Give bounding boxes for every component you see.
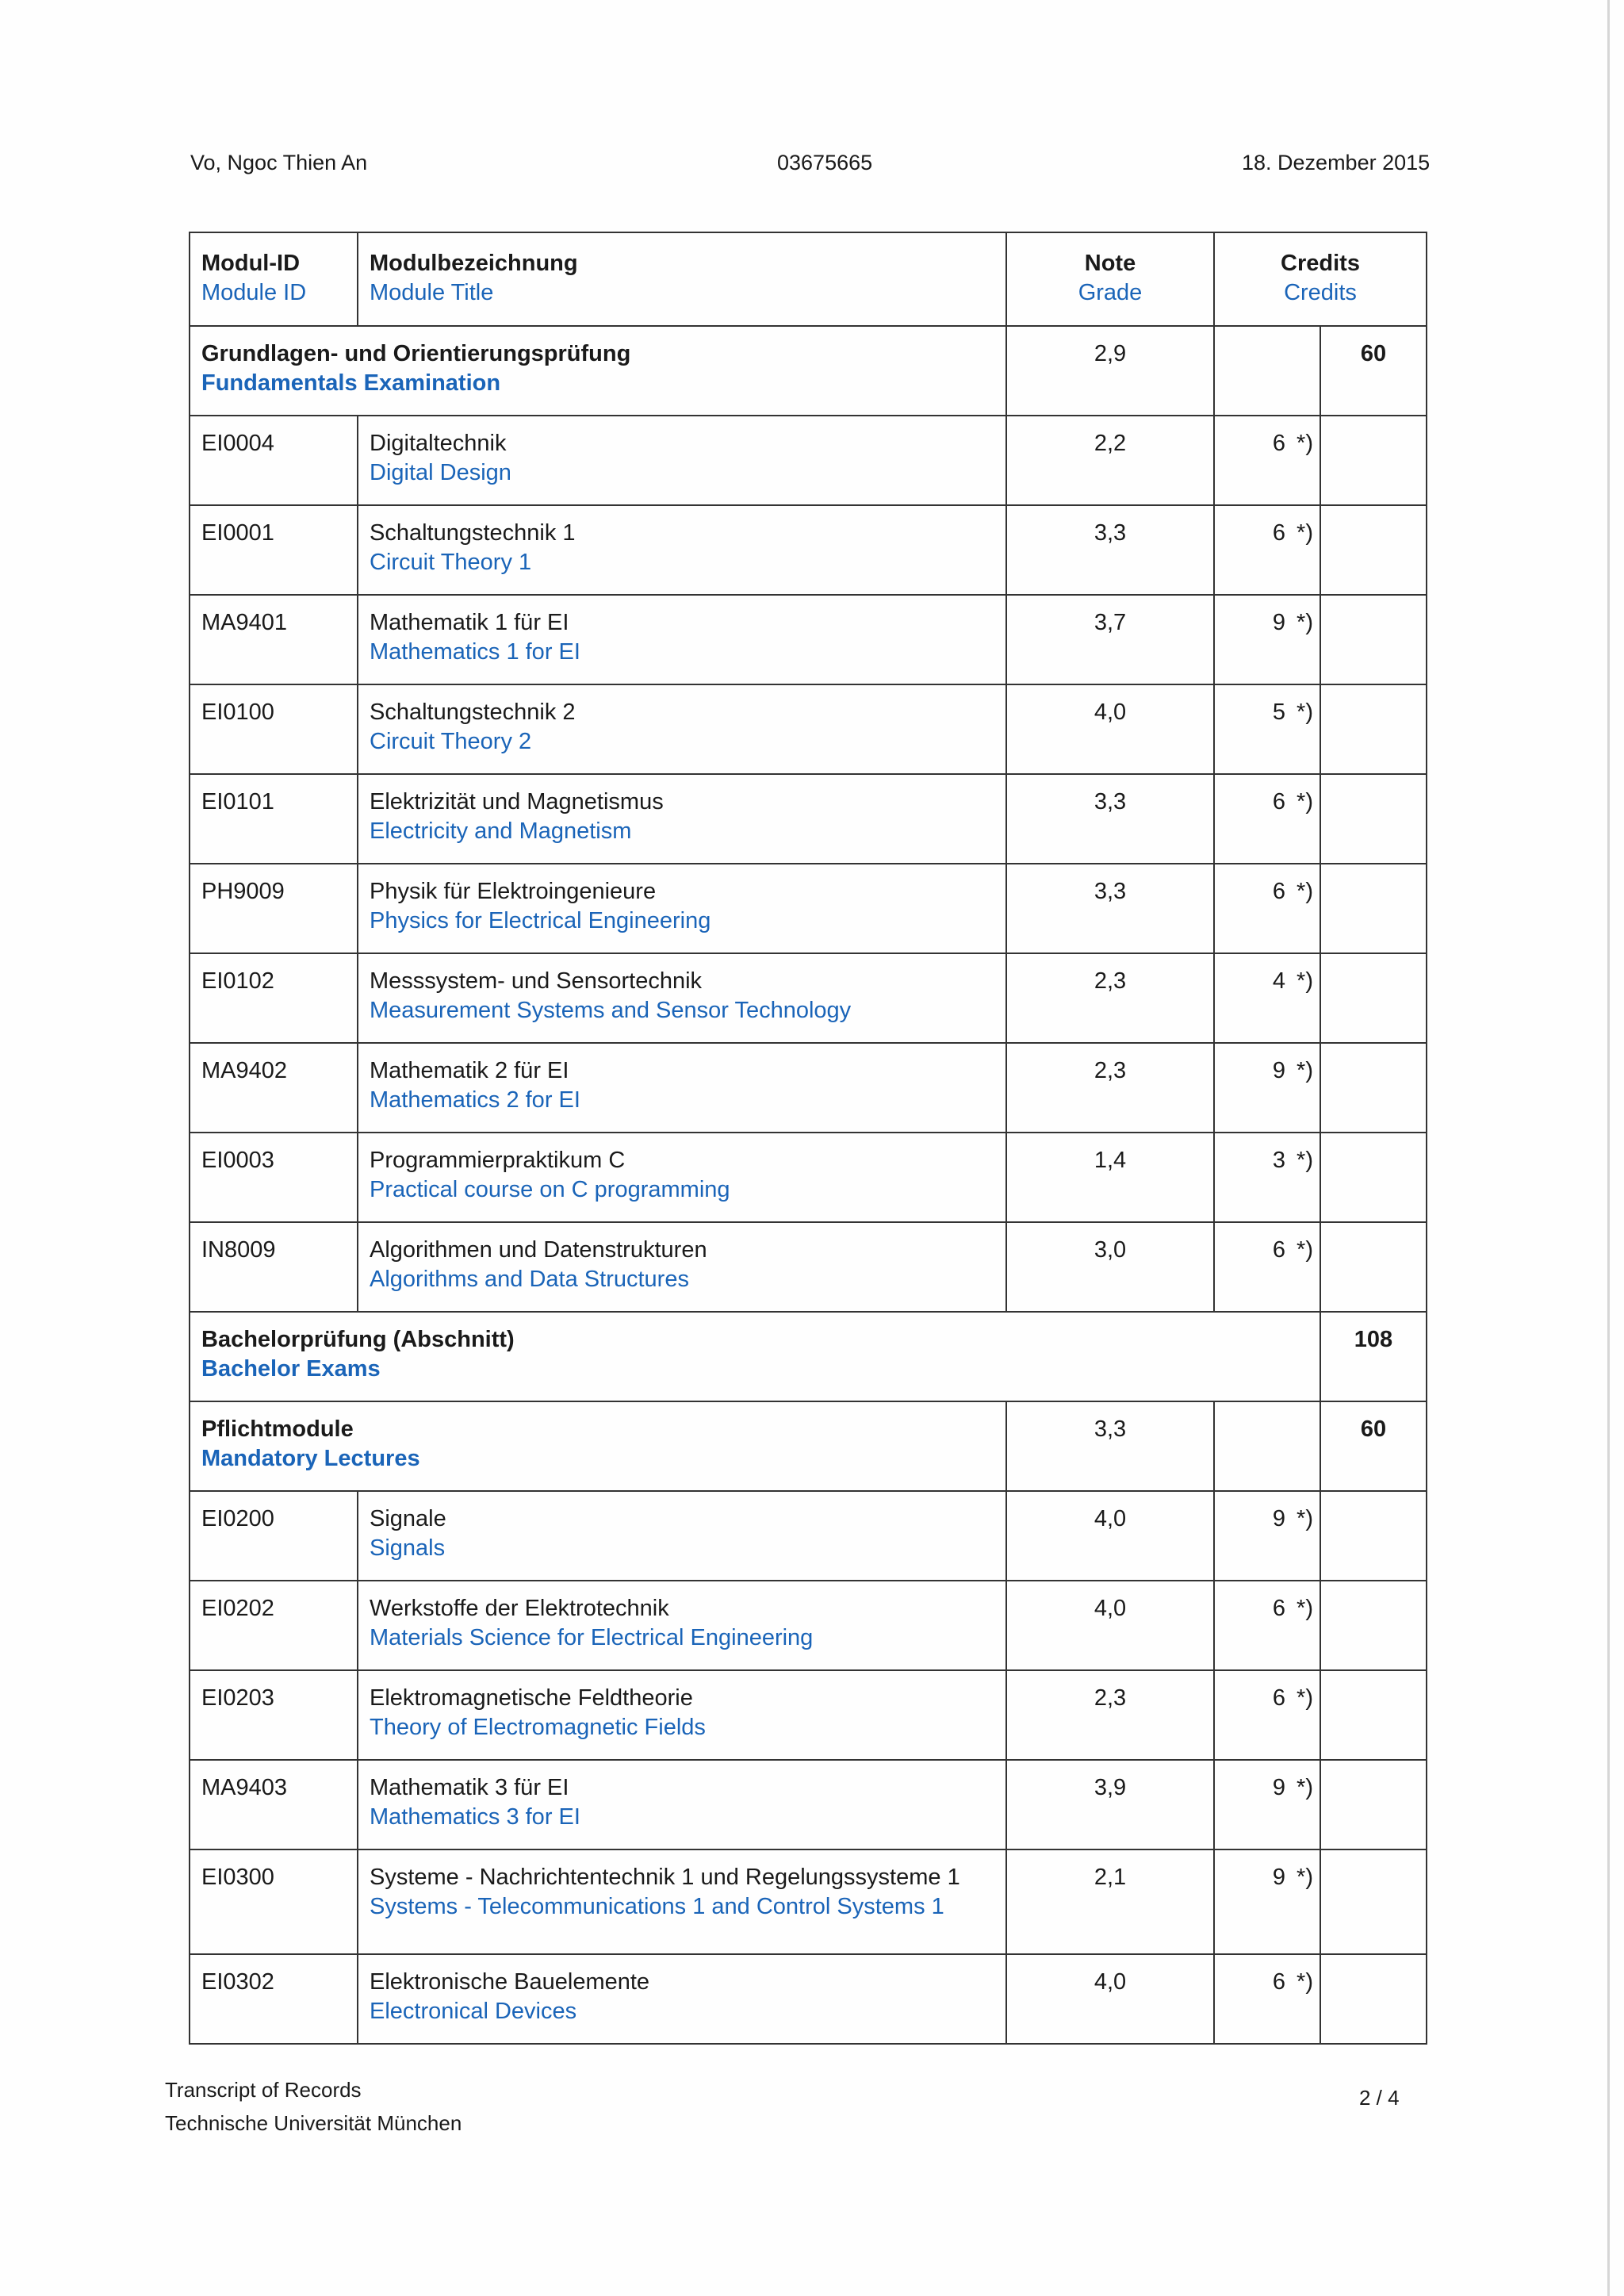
module-title-en: Mathematics 3 for EI (370, 1804, 580, 1830)
module-title-en: Materials Science for Electrical Engineering (370, 1625, 814, 1650)
module-id: EI0101 (190, 775, 358, 863)
module-title (358, 685, 1007, 773)
module-row (190, 864, 1427, 954)
module-title-en: Electronical Devices (370, 1999, 577, 2024)
module-id: MA9401 (190, 596, 358, 684)
section-row-fundamentals (190, 327, 1427, 416)
module-credits (1215, 775, 1321, 863)
module-title-de: Messsystem- und Sensortechnik (370, 968, 703, 994)
header-credits-de: Credits (1281, 251, 1360, 276)
module-id: EI0003 (190, 1133, 358, 1221)
module-grade: 2,3 (1007, 1671, 1215, 1759)
module-credits-value: 6 (1272, 879, 1286, 904)
module-title-de: Elektronische Bauelemente (370, 1969, 650, 1995)
module-title-de: Mathematik 3 für EI (370, 1775, 569, 1800)
footnote-mark: *) (1297, 1058, 1313, 1083)
module-credits (1215, 685, 1321, 773)
module-title (358, 1850, 1007, 1953)
module-id: IN8009 (190, 1223, 358, 1311)
module-credits (1215, 1492, 1321, 1580)
module-grade: 4,0 (1007, 1955, 1215, 2043)
module-credits (1215, 1223, 1321, 1311)
module-id: EI0102 (190, 954, 358, 1042)
module-title-de: Digitaltechnik (370, 431, 507, 456)
module-title (358, 1955, 1007, 2043)
module-credits (1215, 1955, 1321, 2043)
module-credits-sum-empty (1321, 685, 1427, 773)
section-title-de: Grundlagen- und Orientierungsprüfung (201, 341, 631, 366)
module-credits-value: 3 (1272, 1148, 1286, 1173)
header-credits-en: Credits (1284, 280, 1357, 305)
module-title-de: Systeme - Nachrichtentechnik 1 und Regelungssysteme 1 (370, 1865, 960, 1890)
module-title-en: Measurement Systems and Sensor Technology (370, 998, 852, 1023)
module-credits-sum-empty (1321, 954, 1427, 1042)
mandatory-module-list (190, 1492, 1427, 2045)
module-grade: 3,0 (1007, 1223, 1215, 1311)
module-grade: 2,3 (1007, 954, 1215, 1042)
module-credits-value: 4 (1272, 968, 1286, 994)
module-credits (1215, 864, 1321, 953)
module-title-de: Schaltungstechnik 1 (370, 520, 576, 546)
module-grade: 3,3 (1007, 506, 1215, 594)
header-module-title-de: Modulbezeichnung (370, 251, 578, 276)
module-title-de: Programmierpraktikum C (370, 1148, 626, 1173)
module-title-de: Algorithmen und Datenstrukturen (370, 1237, 707, 1263)
module-credits-value: 9 (1272, 1058, 1286, 1083)
module-grade: 2,3 (1007, 1044, 1215, 1132)
module-title-en: Mathematics 2 for EI (370, 1087, 580, 1113)
module-credits-sum-empty (1321, 506, 1427, 594)
module-credits (1215, 596, 1321, 684)
module-id: PH9009 (190, 864, 358, 953)
module-title-en: Algorithms and Data Structures (370, 1267, 689, 1292)
header-grade-en: Grade (1078, 280, 1143, 305)
module-credits (1215, 1044, 1321, 1132)
module-grade: 4,0 (1007, 685, 1215, 773)
module-title-de: Elektrizität und Magnetismus (370, 789, 664, 815)
section-title-en: Bachelor Exams (201, 1356, 381, 1382)
student-name: Vo, Ngoc Thien An (190, 151, 368, 174)
fundamentals-module-list (190, 416, 1427, 1313)
footnote-mark: *) (1297, 700, 1313, 725)
footnote-mark: *) (1297, 1506, 1313, 1531)
module-credits-value: 9 (1272, 1865, 1286, 1890)
module-title-en: Circuit Theory 2 (370, 729, 532, 754)
footnote-mark: *) (1297, 1775, 1313, 1800)
section-credits-empty (1215, 327, 1321, 415)
module-credits (1215, 1133, 1321, 1221)
module-row (190, 506, 1427, 596)
section-credits-empty (1215, 1402, 1321, 1490)
header-grade-de: Note (1084, 251, 1136, 276)
section-title-de: Pflichtmodule (201, 1416, 354, 1442)
module-row (190, 954, 1427, 1044)
module-grade: 2,1 (1007, 1850, 1215, 1953)
module-title (358, 506, 1007, 594)
module-title-de: Mathematik 2 für EI (370, 1058, 569, 1083)
section-credits-total: 108 (1321, 1313, 1427, 1401)
table-header-row (190, 233, 1427, 327)
module-grade: 3,9 (1007, 1761, 1215, 1849)
module-id: EI0203 (190, 1671, 358, 1759)
module-row (190, 416, 1427, 506)
scan-edge (1607, 0, 1610, 2296)
module-row (190, 1581, 1427, 1671)
module-credits-sum-empty (1321, 416, 1427, 504)
module-id: EI0300 (190, 1850, 358, 1953)
module-grade: 3,3 (1007, 775, 1215, 863)
module-credits (1215, 954, 1321, 1042)
module-credits-value: 9 (1272, 1506, 1286, 1531)
section-credits-total: 60 (1321, 327, 1427, 415)
module-credits-value: 6 (1272, 789, 1286, 815)
module-credits-sum-empty (1321, 1492, 1427, 1580)
section-title-en: Mandatory Lectures (201, 1446, 420, 1471)
module-title (358, 1671, 1007, 1759)
module-title (358, 1223, 1007, 1311)
module-title (358, 954, 1007, 1042)
module-credits (1215, 506, 1321, 594)
module-title (358, 416, 1007, 504)
module-credits-value: 5 (1272, 700, 1286, 725)
module-id: EI0001 (190, 506, 358, 594)
module-credits-value: 6 (1272, 431, 1286, 456)
module-title-en: Mathematics 1 for EI (370, 639, 580, 665)
header-module-title (358, 233, 1007, 325)
section-title-en: Fundamentals Examination (201, 370, 501, 396)
module-title-de: Elektromagnetische Feldtheorie (370, 1685, 693, 1711)
module-credits-sum-empty (1321, 1044, 1427, 1132)
transcript-table (189, 232, 1427, 2045)
header-grade (1007, 233, 1215, 325)
module-id: MA9403 (190, 1761, 358, 1849)
module-credits-sum-empty (1321, 775, 1427, 863)
module-row (190, 1761, 1427, 1850)
footnote-mark: *) (1297, 1148, 1313, 1173)
module-grade: 1,4 (1007, 1133, 1215, 1221)
module-credits-value: 6 (1272, 1596, 1286, 1621)
module-credits-value: 6 (1272, 520, 1286, 546)
footer-title: Transcript of Records (165, 2078, 362, 2102)
module-row (190, 1492, 1427, 1581)
section-row-mandatory (190, 1402, 1427, 1492)
page-number: 2 / 4 (1359, 2086, 1400, 2110)
module-credits-sum-empty (1321, 1955, 1427, 2043)
module-title-de: Physik für Elektroingenieure (370, 879, 657, 904)
footnote-mark: *) (1297, 879, 1313, 904)
module-id: EI0200 (190, 1492, 358, 1580)
module-credits-value: 9 (1272, 1775, 1286, 1800)
module-id: EI0004 (190, 416, 358, 504)
module-row (190, 1133, 1427, 1223)
module-credits-value: 6 (1272, 1237, 1286, 1263)
module-credits-sum-empty (1321, 1133, 1427, 1221)
module-grade: 4,0 (1007, 1492, 1215, 1580)
module-credits-sum-empty (1321, 1671, 1427, 1759)
module-credits-sum-empty (1321, 596, 1427, 684)
module-title-en: Systems - Telecommunications 1 and Control Systems 1 (370, 1894, 944, 1919)
module-row (190, 775, 1427, 864)
module-row (190, 1671, 1427, 1761)
module-id: EI0100 (190, 685, 358, 773)
footer-university: Technische Universität München (165, 2111, 462, 2135)
module-credits (1215, 416, 1321, 504)
module-grade: 3,7 (1007, 596, 1215, 684)
section-title-bachelor (190, 1313, 1321, 1401)
module-grade: 3,3 (1007, 864, 1215, 953)
header-module-id-en: Module ID (201, 280, 307, 305)
footnote-mark: *) (1297, 1865, 1313, 1890)
module-credits (1215, 1850, 1321, 1953)
module-row (190, 1955, 1427, 2045)
module-title-en: Signals (370, 1535, 446, 1561)
module-row (190, 1223, 1427, 1313)
module-credits-sum-empty (1321, 864, 1427, 953)
section-credits-total: 60 (1321, 1402, 1427, 1490)
module-row (190, 685, 1427, 775)
section-title-fundamentals (190, 327, 1007, 415)
module-credits-sum-empty (1321, 1850, 1427, 1953)
header-module-title-en: Module Title (370, 280, 494, 305)
module-credits-sum-empty (1321, 1581, 1427, 1669)
footnote-mark: *) (1297, 1685, 1313, 1711)
module-title-en: Circuit Theory 1 (370, 550, 532, 575)
module-credits (1215, 1761, 1321, 1849)
module-title (358, 596, 1007, 684)
module-id: EI0302 (190, 1955, 358, 2043)
module-title (358, 1581, 1007, 1669)
module-title (358, 864, 1007, 953)
module-id: EI0202 (190, 1581, 358, 1669)
module-title-en: Electricity and Magnetism (370, 818, 632, 844)
module-credits-value: 9 (1272, 610, 1286, 635)
module-title-en: Practical course on C programming (370, 1177, 730, 1202)
module-title-en: Theory of Electromagnetic Fields (370, 1715, 706, 1740)
footnote-mark: *) (1297, 789, 1313, 815)
module-title-de: Schaltungstechnik 2 (370, 700, 576, 725)
header-module-id-de: Modul-ID (201, 251, 301, 276)
section-grade: 3,3 (1007, 1402, 1215, 1490)
section-title-de: Bachelorprüfung (Abschnitt) (201, 1327, 515, 1352)
footnote-mark: *) (1297, 610, 1313, 635)
module-grade: 4,0 (1007, 1581, 1215, 1669)
module-credits-sum-empty (1321, 1223, 1427, 1311)
module-title-en: Digital Design (370, 460, 511, 485)
module-credits-sum-empty (1321, 1761, 1427, 1849)
module-credits-value: 6 (1272, 1969, 1286, 1995)
section-row-bachelor (190, 1313, 1427, 1402)
footnote-mark: *) (1297, 1237, 1313, 1263)
student-id: 03675665 (777, 151, 873, 174)
module-credits (1215, 1671, 1321, 1759)
module-row (190, 1850, 1427, 1955)
document-date: 18. Dezember 2015 (1242, 151, 1431, 174)
footnote-mark: *) (1297, 1969, 1313, 1995)
module-title-de: Mathematik 1 für EI (370, 610, 569, 635)
footnote-mark: *) (1297, 520, 1313, 546)
module-credits-value: 6 (1272, 1685, 1286, 1711)
module-row (190, 596, 1427, 685)
module-grade: 2,2 (1007, 416, 1215, 504)
footnote-mark: *) (1297, 1596, 1313, 1621)
module-title (358, 775, 1007, 863)
module-title (358, 1133, 1007, 1221)
section-title-mandatory (190, 1402, 1007, 1490)
module-title (358, 1044, 1007, 1132)
footnote-mark: *) (1297, 431, 1313, 456)
footnote-mark: *) (1297, 968, 1313, 994)
module-title-en: Physics for Electrical Engineering (370, 908, 711, 933)
header-module-id (190, 233, 358, 325)
module-title-de: Werkstoffe der Elektrotechnik (370, 1596, 669, 1621)
module-credits (1215, 1581, 1321, 1669)
header-credits (1215, 233, 1427, 325)
module-title-de: Signale (370, 1506, 446, 1531)
section-grade: 2,9 (1007, 327, 1215, 415)
module-title (358, 1492, 1007, 1580)
module-title (358, 1761, 1007, 1849)
module-id: MA9402 (190, 1044, 358, 1132)
module-row (190, 1044, 1427, 1133)
